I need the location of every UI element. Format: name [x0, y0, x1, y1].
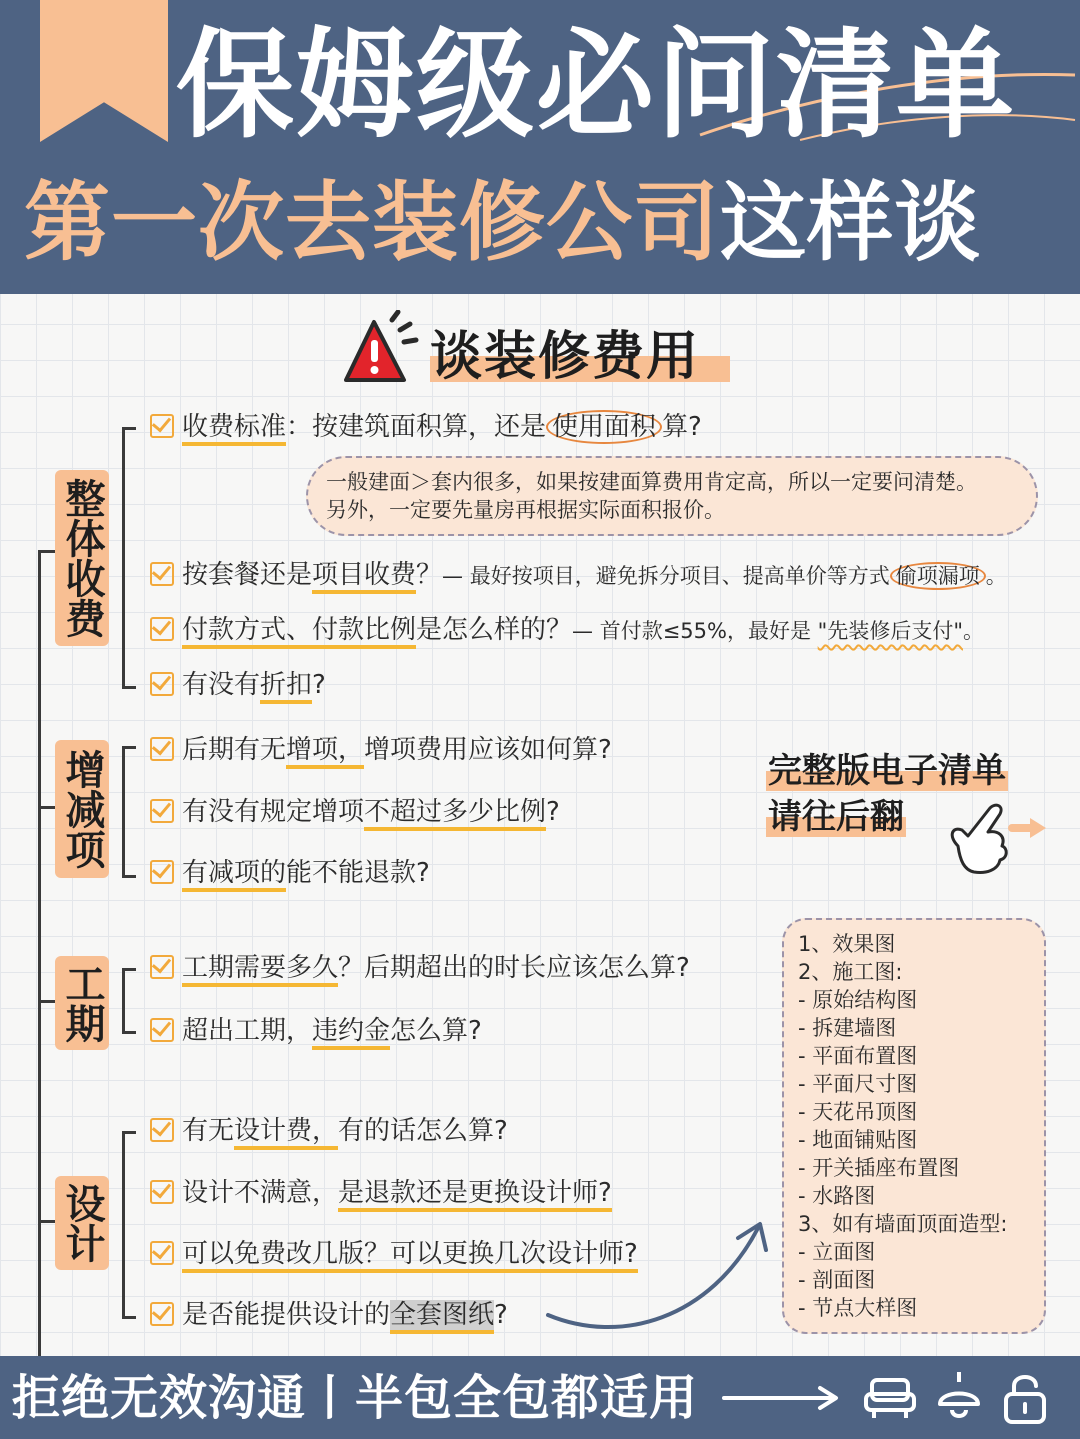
drawing-item: - 原始结构图 [798, 988, 918, 1012]
branch-line [38, 806, 55, 809]
sofa-icon [862, 1374, 918, 1422]
subtitle-orange: 第一次去装修公司 [24, 173, 720, 273]
category-overall-fee: 整体收费 [55, 470, 109, 646]
warning-icon [344, 310, 420, 390]
drawing-item: - 剖面图 [798, 1268, 876, 1292]
page-title: 保姆级必问清单 [176, 16, 1017, 154]
drawing-item: - 平面布置图 [798, 1044, 918, 1068]
drawing-item: - 平面尺寸图 [798, 1072, 918, 1096]
branch-line [38, 1000, 55, 1003]
bracket-tick [122, 686, 136, 689]
drawing-item: 2、施工图: [798, 960, 903, 984]
list-item: 付款方式、付款比例是怎么样的？— 首付款≤55%，最好是 "先装修后支付"。 [150, 613, 984, 648]
bracket-tick [122, 875, 136, 878]
bracket-tick [122, 1031, 136, 1034]
list-item: 按套餐还是项目收费？— 最好按项目，避免拆分项目、提高单价等方式 偷项漏项 。 [150, 558, 1007, 593]
checkbox-icon [150, 1302, 174, 1326]
checkbox-icon [150, 562, 174, 586]
checkbox-icon [150, 1180, 174, 1204]
checkbox-icon [150, 860, 174, 884]
checkbox-icon [150, 799, 174, 823]
list-item: 后期有无增项，增项费用应该如何算? [150, 733, 612, 767]
category-add-remove: 增减项 [55, 740, 109, 878]
page-subtitle [24, 168, 981, 278]
main-tree-line [38, 550, 41, 1356]
bracket-tick [122, 1131, 136, 1134]
curved-arrow-icon [540, 1210, 780, 1340]
arrow-right-icon [722, 1384, 842, 1412]
checkbox-icon [150, 1018, 174, 1042]
group-bracket [122, 427, 125, 687]
drawing-item: - 水路图 [798, 1184, 876, 1208]
list-item: 有没有规定增项不超过多少比例? [150, 795, 560, 829]
drawing-item: 1、效果图 [798, 932, 896, 956]
bracket-tick [122, 746, 136, 749]
checkbox-icon [150, 1118, 174, 1142]
footer-text: 拒绝无效沟通丨半包全包都适用 [12, 1370, 699, 1426]
drawing-item: - 立面图 [798, 1240, 876, 1264]
pointing-hand-icon [938, 796, 1048, 878]
list-item: 有减项的能不能退款? [150, 856, 430, 890]
drawing-item: - 天花吊顶图 [798, 1100, 918, 1124]
lamp-icon [934, 1370, 984, 1426]
list-item: 设计不满意，是退款还是更换设计师? [150, 1176, 612, 1210]
header-banner [0, 0, 1080, 294]
list-item: 是否能提供设计的全套图纸? [150, 1298, 508, 1332]
branch-line [38, 1220, 55, 1223]
list-item: 收费标准：按建筑面积算，还是 使用面积 算? [150, 410, 702, 444]
list-item: 有没有折扣? [150, 668, 326, 702]
list-item: 工期需要多久？后期超出的时长应该怎么算? [150, 951, 690, 985]
drawing-item: 3、如有墙面顶面造型: [798, 1212, 1008, 1236]
section-title: 谈装修费用 [430, 327, 701, 387]
group-bracket [122, 968, 125, 1032]
lock-icon [1000, 1370, 1050, 1428]
drawing-item: - 节点大样图 [798, 1296, 918, 1320]
drawings-list-bubble [782, 918, 1046, 1334]
footer-banner [0, 1356, 1080, 1439]
list-item: 有无设计费，有的话怎么算? [150, 1114, 508, 1148]
promo-line-2: 请往后翻 [768, 797, 904, 837]
checkbox-icon [150, 414, 174, 438]
branch-line [38, 550, 55, 553]
group-bracket [122, 1131, 125, 1317]
drawing-item: - 开关插座布置图 [798, 1156, 960, 1180]
subtitle-white: 这样谈 [720, 173, 981, 273]
bracket-tick [122, 1316, 136, 1319]
category-design: 设计 [55, 1176, 109, 1270]
checkbox-icon [150, 737, 174, 761]
checkbox-icon [150, 617, 174, 641]
bracket-tick [122, 427, 136, 430]
bracket-tick [122, 968, 136, 971]
category-schedule: 工期 [55, 956, 109, 1050]
list-item: 超出工期，违约金怎么算? [150, 1014, 482, 1048]
promo-line-1: 完整版电子清单 [768, 751, 1006, 791]
checkbox-icon [150, 955, 174, 979]
bookmark-ribbon-icon [40, 0, 168, 142]
checkbox-icon [150, 1241, 174, 1265]
drawing-item: - 地面铺贴图 [798, 1128, 918, 1152]
drawing-item: - 拆建墙图 [798, 1016, 897, 1040]
group-bracket [122, 746, 125, 876]
section-heading [344, 310, 744, 390]
note-bubble: 一般建面＞套内很多，如果按建面算费用肯定高，所以一定要问清楚。 另外，一定要先量房再根据实际面积报价。 [306, 456, 1038, 536]
list-item: 可以免费改几版？可以更换几次设计师? [150, 1237, 638, 1271]
checkbox-icon [150, 672, 174, 696]
